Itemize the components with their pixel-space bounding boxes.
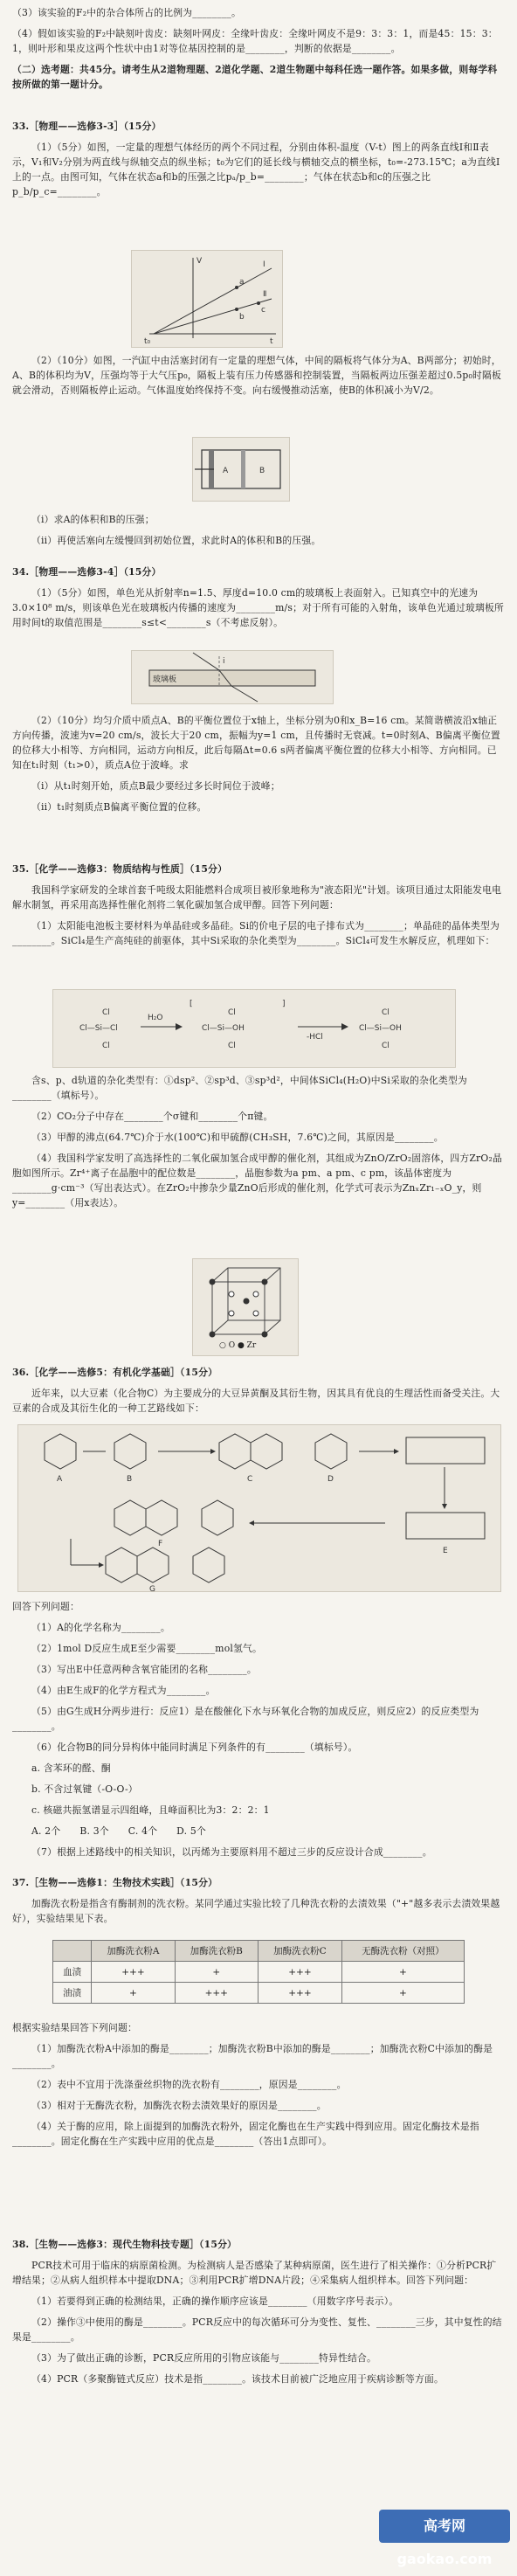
glass-plate-figure [131, 650, 334, 704]
table-cell: +++ [92, 1962, 175, 1983]
scheme-label-d: D [327, 1475, 334, 1484]
svg-text:]: ] [282, 1000, 286, 1008]
table-row [53, 1983, 465, 2004]
q34-p2: （2）（10分）均匀介质中质点A、B的平衡位置位于x轴上，坐标分别为0和x_B=16 cm。某简谐横波沿x轴正方向传播，波速为v=20 cm/s，波长大于20 cm，振幅为y=1 cm，且传播时无衰减。t=0时刻A、B偏离平衡位置的位移大小相等、方向相同，运动方向相反，此后每隔Δt=0.6 s两者偏离平衡位置的位移大小相等、方向相同。已知在t₁时刻（t₁>0），质点A位于波峰。求 [12, 715, 500, 771]
q35-p4: （3）甲醇的沸点(64.7℃)介于水(100℃)和甲硫醇(CH₃SH，7.6℃)之间，其原因是________。 [31, 1132, 444, 1143]
q34-head: 34.［物理——选修3-4］（15分） [12, 566, 162, 578]
q38-sub-4: （4）PCR（多聚酶链式反应）技术是指________。该技术目前被广泛地应用于疾病诊断等方面。 [31, 2373, 444, 2385]
table-cell: + [341, 1962, 464, 1983]
q36-sub-5: （5）由G生成H分两步进行：反应1）是在酸催化下水与环氧化合物的加成反应，则反应2）的反应类型为________。 [12, 1706, 479, 1732]
q33-p2: （2）（10分）如图，一汽缸中由活塞封闭有一定量的理想气体，中间的隔板将气体分为A、B两部分；初始时，A、B的体积均为V，压强均等于大气压p₀，隔板上装有压力传感器和控制装置，当隔板两边压强差超过0.5p₀时隔板就会滑动，否则隔板停止运动。气体温度始终保持不变。向右缓慢推动活塞，使B的体积减小为V/2。 [12, 355, 502, 396]
q37-sub-4: （4）关于酶的应用，除上面提到的加酶洗衣粉外，固定化酶也在生产实践中得到应用。固定化酶技术是指________。固定化酶在生产实践中应用的优点是________（答出1点即可）。 [12, 2121, 479, 2147]
q36-sub-1: （1）A的化学名称为________。 [31, 1622, 170, 1633]
q37-table-wrap [52, 1940, 465, 2004]
q35-p1: 我国科学家研发的全球首套千吨级太阳能燃料合成项目被形象地称为"液态阳光"计划。该项目通过太阳能发电电解水制氢，再采用高选择性催化剂将二氧化碳加氢合成甲醇。回答下列问题： [12, 884, 502, 911]
scheme-label-f: F [158, 1540, 163, 1548]
q34-p4: （ii）t₁时刻质点B偏离平衡位置的位移。 [31, 801, 207, 813]
q35-text-a [12, 862, 505, 954]
q38-p1: PCR技术可用于临床的病原菌检测。为检测病人是否感染了某种病原菌，医生进行了相关操作：①分析PCR扩增结果；②从病人组织样本中提取DNA；③利用PCR扩增DNA片段；④采集病人组织样本。回答下列问题： [12, 2260, 497, 2286]
q38-head: 38.［生物——选修3：现代生物科技专题］（15分） [12, 2239, 238, 2250]
section2-instructions: （二）选考题：共45分。请考生从2道物理题、2道化学题、2道生物题中每科任选一题作答。如果多做，则每学科按所做的第一题计分。 [12, 64, 498, 90]
mechanism-figure [52, 989, 456, 1068]
q35-head: 35.［化学——选修3：物质结构与性质］（15分） [12, 863, 228, 875]
q37-sub-1: （1）加酶洗衣粉A中添加的酶是________；加酶洗衣粉B中添加的酶是________；加酶洗衣粉C中添加的酶是________。 [12, 2043, 493, 2069]
svg-text:Cl—Si—OH: Cl—Si—OH [359, 1024, 402, 1033]
q34-p1: （1）（5分）如图，单色光从折射率n=1.5、厚度d=10.0 cm的玻璃板上表面射入。已知真空中的光速为3.0×10⁸ m/s，则该单色光在玻璃板内传播的速度为________m/s；对于所有可能的入射角，该单色光通过玻璃板所用时间t的取值范围是________s≤t<________s（不考虑反射）。 [12, 587, 505, 628]
q36-sub-6: （6）化合物B的同分异构体中能同时满足下列条件的有________（填标号）。 [31, 1742, 358, 1753]
q35-mech-note: 含s、p、d轨道的杂化类型有：①dsp²、②sp³d、③sp³d²，中间体SiCl₄(H₂O)中Si采取的杂化类型为________（填标号）。 [12, 1075, 468, 1101]
q33-text-a [12, 119, 505, 205]
svg-text:a: a [239, 278, 245, 287]
q36-head: 36.［化学——选修5：有机化学基础］（15分） [12, 1367, 218, 1378]
crystal-cell-figure [192, 1258, 299, 1356]
svg-text:Cl: Cl [382, 1042, 389, 1050]
q36-sub-3: （3）写出E中任意两种含氧官能团的名称________。 [31, 1664, 257, 1675]
table-cell: + [341, 1983, 464, 2004]
q37-p1: 加酶洗衣粉是指含有酶制剂的洗衣粉。某同学通过实验比较了几种洗衣粉的去渍效果（"+"越多表示去渍效果越好），实验结果见下表。 [12, 1898, 500, 1924]
svg-text:V: V [196, 257, 203, 266]
intro-block [12, 5, 505, 98]
q33-p4: （ii）再使活塞向左缓慢回到初始位置，求此时A的体积和B的压强。 [31, 535, 321, 546]
svg-text:[: [ [190, 1000, 193, 1008]
svg-text:c: c [261, 306, 265, 315]
svg-text:Cl: Cl [102, 1042, 110, 1050]
q34-p3: （i）从t₁时刻开始，质点B最少要经过多长时间位于波峰； [31, 780, 280, 792]
q36-sub-7: （7）根据上述路线中的相关知识，以丙烯为主要原料用不超过三步的反应设计合成________。 [31, 1846, 432, 1858]
q36-sub-4: （4）由E生成F的化学方程式为________。 [31, 1685, 216, 1696]
q35-text-b [12, 1073, 505, 1216]
q33-text-c [12, 512, 505, 554]
q34-text-b [12, 713, 505, 821]
glass-plate-label: 玻璃板 [153, 675, 177, 684]
q36-sub-6c: c. 核磁共振氢谱显示四组峰，且峰面积比为3：2：2：1 [31, 1804, 270, 1816]
q37-text-b [12, 2020, 505, 2155]
table-header-cell: 加酶洗衣粉A [92, 1941, 175, 1962]
intro-q3: （3）该实验的F₂中的杂合体所占的比例为________。 [12, 7, 242, 18]
svg-text:B: B [259, 467, 265, 475]
q36-p2: 回答下列问题： [12, 1601, 79, 1612]
q36-text-b [12, 1599, 505, 1866]
q35-p5: （4）我国科学家发明了高选择性的二氧化碳加氢合成甲醇的催化剂，其组成为ZnO/ZrO₂固溶体，四方ZrO₂晶胞如图所示。Zr⁴⁺离子在晶胞中的配位数是________，晶胞参数为a pm、a pm、c pm，该晶体密度为________g·cm⁻³（写出表达式）。在ZrO₂中掺杂少量ZnO后形成的催化剂，化学式可表示为ZnₓZr₁₋ₓO_y，则y=________（用x表达）。 [12, 1153, 502, 1208]
svg-text:t₀: t₀ [144, 337, 151, 346]
svg-text:t: t [270, 337, 273, 346]
q36-p1: 近年来，以大豆素（化合物C）为主要成分的大豆异黄酮及其衍生物，因其具有优良的生理活性而备受关注。大豆素的合成及其衍生化的一种工艺路线如下： [12, 1388, 500, 1414]
vt-graph-figure [131, 250, 283, 348]
table-header-cell [53, 1941, 92, 1962]
q36-text-a [12, 1365, 505, 1422]
svg-text:A: A [223, 467, 229, 475]
svg-text:i: i [223, 657, 225, 666]
q36-sub-2: （2）1mol D反应生成E至少需要________mol氢气。 [31, 1643, 263, 1654]
table-header-row [53, 1941, 465, 1962]
scheme-label-b: B [127, 1475, 133, 1484]
q38-sub-3: （3）为了做出正确的诊断，PCR反应所用的引物应该能与________特异性结合。 [31, 2352, 377, 2364]
svg-text:Ⅰ: Ⅰ [263, 260, 265, 269]
q37-p2: 根据实验结果回答下列问题： [12, 2022, 137, 2033]
q37-text-a [12, 1875, 505, 1932]
synthesis-scheme-figure [17, 1424, 501, 1592]
svg-text:Cl: Cl [228, 1042, 236, 1050]
svg-text:b: b [239, 313, 245, 322]
svg-text:Cl: Cl [228, 1008, 236, 1017]
intro-q4: （4）假如该实验的F₂中缺刻叶齿皮：缺刻叶网皮：全缘叶齿皮：全缘叶网皮不是9：3：3：1，而是45：15：3：1，则叶形和果皮这两个性状中由1对等位基因控制的是________，判断的依据是________。 [12, 28, 498, 54]
svg-text:H₂O: H₂O [148, 1014, 163, 1022]
svg-text:Cl: Cl [382, 1008, 389, 1017]
q33-text-b [12, 353, 505, 404]
q35-p2: （1）太阳能电池板主要材料为单晶硅或多晶硅。Si的价电子层的电子排布式为________；单晶硅的晶体类型为________。SiCl₄是生产高纯硅的前驱体，其中Si采取的杂化类型为________。SiCl₄可发生水解反应，机理如下： [12, 920, 500, 946]
svg-text:Ⅱ: Ⅱ [263, 290, 267, 299]
q37-sub-3: （3）相对于无酶洗衣粉，加酶洗衣粉去渍效果好的原因是________。 [31, 2100, 327, 2111]
q33-head: 33.［物理——选修3-3］（15分） [12, 121, 162, 132]
results-table [52, 1940, 465, 2004]
cylinder-figure [192, 437, 290, 502]
svg-text:Cl—Si—Cl: Cl—Si—Cl [79, 1024, 118, 1033]
table-row [53, 1962, 465, 1983]
q36-sub-6b: b. 不含过氧键（-O-O-） [31, 1783, 138, 1795]
q34-text-a [12, 564, 505, 636]
q33-p3: （i）求A的体积和B的压强； [31, 514, 155, 525]
scheme-label-e: E [443, 1547, 448, 1555]
q38-sub-2: （2）操作③中使用的酶是________。PCR反应中的每次循环可分为变性、复性、________三步，其中复性的结果是________。 [12, 2316, 502, 2343]
svg-text:Cl—Si—OH: Cl—Si—OH [202, 1024, 245, 1033]
scheme-label-g: G [149, 1585, 155, 1591]
watermark-logo: 高考网 gaokao.com [379, 2510, 510, 2543]
table-header-cell: 加酶洗衣粉B [175, 1941, 258, 1962]
q37-sub-2: （2）表中不宜用于洗涤蚕丝织物的洗衣粉有________，原因是________。 [31, 2079, 347, 2090]
q35-p3: （2）CO₂分子中存在________个σ键和________个π键。 [31, 1111, 273, 1122]
q38-sub-1: （1）若要得到正确的检测结果，正确的操作顺序应该是________（用数字序号表示）。 [31, 2296, 399, 2307]
q33-p1: （1）（5分）如图，一定量的理想气体经历的两个不同过程，分别由体积-温度（V-t）图上的两条直线Ⅰ和Ⅱ表示，V₁和V₂分别为两直线与纵轴交点的纵坐标；t₀为它们的延长线与横轴交点的横坐标，t₀=-273.15℃；a为直线Ⅰ上的一点。由图可知，气体在状态a和b的压强之比pₐ/p_b=________；气体在状态b和c的压强之比p_b/p_c=________。 [12, 142, 500, 197]
table-header-cell: 无酶洗衣粉（对照） [341, 1941, 464, 1962]
q37-head: 37.［生物——选修1：生物技术实践］（15分） [12, 1877, 218, 1888]
scheme-label-a: A [57, 1475, 63, 1484]
table-cell: +++ [175, 1983, 258, 2004]
q36-sub-6a: a. 含苯环的醛、酮 [31, 1762, 111, 1774]
table-cell: 血渍 [53, 1962, 92, 1983]
table-cell: + [175, 1962, 258, 1983]
scheme-label-c: C [247, 1475, 253, 1484]
table-cell: + [92, 1983, 175, 2004]
table-cell: 油渍 [53, 1983, 92, 2004]
crystal-legend: ○ O ● Zr [219, 1341, 257, 1350]
table-cell: +++ [258, 1983, 342, 2004]
table-cell: +++ [258, 1962, 342, 1983]
q38-text [12, 2237, 505, 2392]
svg-text:-HCl: -HCl [307, 1033, 323, 1042]
table-header-cell: 加酶洗衣粉C [258, 1941, 342, 1962]
q36-sub-6-options: A. 2个 B. 3个 C. 4个 D. 5个 [31, 1825, 206, 1837]
svg-text:Cl: Cl [102, 1008, 110, 1017]
